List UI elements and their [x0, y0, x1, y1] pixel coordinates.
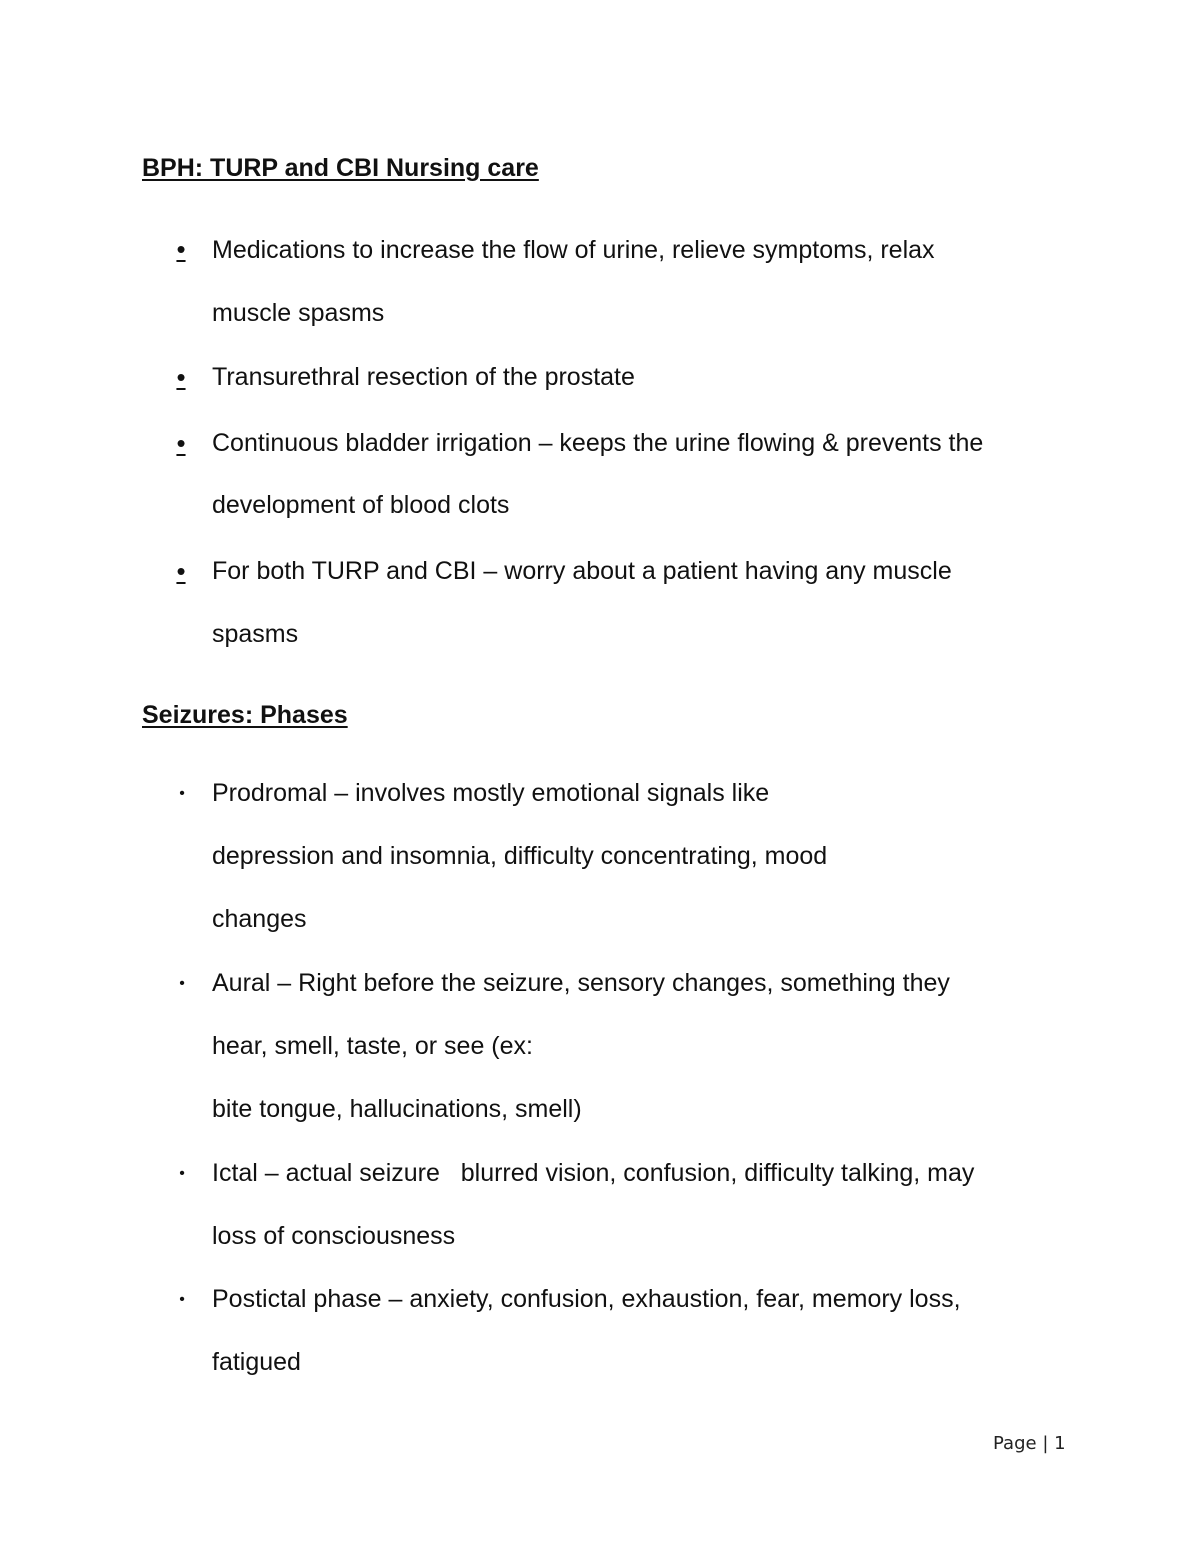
bullet-icon: •: [176, 428, 186, 458]
list-item-line: muscle spasms: [212, 299, 385, 327]
list-item-line: Postictal phase – anxiety, confusion, exhaustion, fear, memory loss,: [212, 1285, 961, 1313]
list-item-line: Aural – Right before the seizure, sensory changes, something they: [212, 969, 950, 997]
bullet-icon: •: [179, 785, 185, 802]
list-item-line: development of blood clots: [212, 491, 510, 519]
list-item-line: loss of consciousness: [212, 1222, 456, 1250]
list-item-line: hear, smell, taste, or see (ex:: [212, 1032, 533, 1060]
page-number: 1: [1054, 1433, 1066, 1454]
bullet-icon: •: [179, 1291, 185, 1308]
page-footer: [993, 1433, 1066, 1454]
list-item-line: Medications to increase the flow of urine, relieve symptoms, relax: [212, 236, 935, 264]
list-item-line: bite tongue, hallucinations, smell): [212, 1095, 582, 1123]
page-label: Page: [993, 1433, 1037, 1454]
list-item-line: For both TURP and CBI – worry about a patient having any muscle: [212, 557, 952, 585]
list-item-line: Continuous bladder irrigation – keeps the urine flowing & prevents the: [212, 429, 984, 457]
bullet-icon: •: [176, 362, 186, 392]
bullet-icon: •: [176, 234, 186, 264]
list-item-line: Prodromal – involves mostly emotional signals like: [212, 779, 770, 807]
page-separator: |: [1042, 1433, 1049, 1454]
list-item-line: changes: [212, 905, 307, 933]
section-heading-seizures: Seizures: Phases: [142, 701, 348, 729]
bullet-icon: •: [179, 1165, 185, 1182]
bullet-icon: •: [176, 556, 186, 586]
list-item-line: Ictal – actual seizure blurred vision, confusion, difficulty talking, may: [212, 1159, 975, 1187]
bullet-icon: •: [179, 975, 185, 992]
list-item-line: fatigued: [212, 1348, 301, 1376]
list-item-line: depression and insomnia, difficulty concentrating, mood: [212, 842, 828, 870]
section-heading-bph: BPH: TURP and CBI Nursing care: [142, 154, 539, 182]
list-item-line: Transurethral resection of the prostate: [212, 363, 635, 391]
list-item-line: spasms: [212, 620, 299, 648]
